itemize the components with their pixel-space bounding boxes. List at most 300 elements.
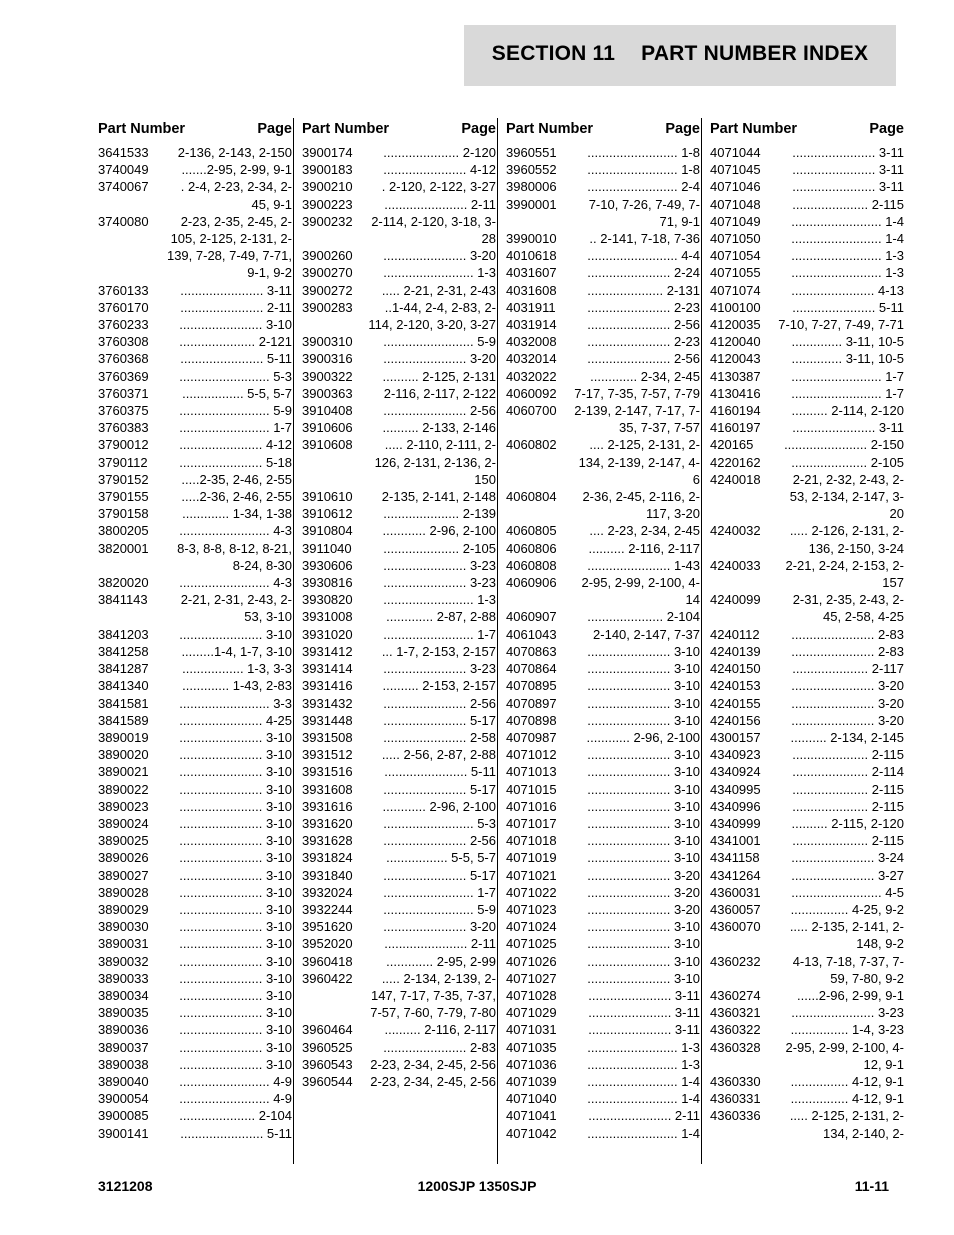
part-number: 4031914 bbox=[506, 317, 557, 333]
index-entry bbox=[506, 1107, 700, 1124]
index-entry bbox=[506, 488, 700, 522]
part-number: 4120043 bbox=[710, 351, 761, 367]
index-entry bbox=[710, 643, 904, 660]
page-reference: . 2-120, 2-122, 3-27 bbox=[381, 179, 496, 195]
index-entry bbox=[302, 608, 496, 625]
index-entry bbox=[98, 436, 292, 453]
page-reference: .......... 2-115, 2-120 bbox=[791, 815, 904, 831]
part-number: 3890035 bbox=[98, 1005, 149, 1021]
index-entry bbox=[710, 299, 904, 316]
index-entry bbox=[98, 368, 292, 385]
page-reference: ......................... 1-4 bbox=[587, 1091, 700, 1107]
index-entry bbox=[506, 316, 700, 333]
page-reference: .........1-4, 1-7, 3-10 bbox=[181, 643, 292, 659]
part-number: 3890029 bbox=[98, 901, 149, 917]
page-reference: ......................... 1-4 bbox=[587, 1125, 700, 1141]
part-number: 3890024 bbox=[98, 815, 149, 831]
page-reference: ......................... 5-9 bbox=[179, 403, 292, 419]
page-reference: ......................... 1-4 bbox=[791, 213, 904, 229]
page-reference: ..................... 2-114 bbox=[792, 764, 904, 780]
page-reference: ....................... 3-10 bbox=[179, 764, 292, 780]
page-reference: .......... 2-133, 2-146 bbox=[382, 420, 496, 436]
page-reference: ................ 4-12, 9-1 bbox=[790, 1091, 904, 1107]
index-entry bbox=[98, 1021, 292, 1038]
part-number: 3910804 bbox=[302, 523, 353, 539]
index-entry bbox=[506, 1090, 700, 1107]
part-number: 3990001 bbox=[506, 196, 557, 212]
index-entry bbox=[302, 763, 496, 780]
part-number: 4120035 bbox=[710, 317, 761, 333]
part-number: 3890038 bbox=[98, 1056, 149, 1072]
part-number: 3790112 bbox=[98, 454, 148, 470]
index-entry bbox=[302, 884, 496, 901]
index-entry bbox=[98, 161, 292, 178]
part-number-heading: Part Number bbox=[302, 121, 390, 137]
part-number-heading: Part Number bbox=[98, 121, 186, 137]
page-reference: 2-23, 2-35, 2-45, 2-105, 2-125, 2-131, 2-139, 7-28, 7-49, 7-71, 9-1, 9-2 bbox=[166, 213, 292, 281]
page-reference: ....................... 2-56 bbox=[587, 317, 700, 333]
part-number: 3931512 bbox=[302, 747, 353, 763]
footer-models: 1200SJP 1350SJP bbox=[417, 1178, 537, 1194]
part-number: 3760375 bbox=[98, 403, 149, 419]
page-reference: ....................... 2-83 bbox=[791, 626, 904, 642]
index-entry bbox=[98, 901, 292, 918]
page-reference: ..................... 2-117 bbox=[792, 661, 904, 677]
page-reference: ......................... 5-9 bbox=[383, 901, 496, 917]
index-entry bbox=[506, 350, 700, 367]
index-entry bbox=[98, 350, 292, 367]
index-entry bbox=[506, 178, 700, 195]
part-number: 3760233 bbox=[98, 317, 149, 333]
part-number: 4071024 bbox=[506, 919, 557, 935]
index-entry bbox=[98, 574, 292, 591]
index-entry bbox=[302, 488, 496, 505]
part-number: 4071036 bbox=[506, 1056, 557, 1072]
part-number: 3931616 bbox=[302, 798, 353, 814]
index-entry bbox=[710, 781, 904, 798]
page-reference: ......................... 4-9 bbox=[179, 1091, 292, 1107]
page-reference: ....................... 3-11 bbox=[792, 162, 904, 178]
index-entry bbox=[98, 591, 292, 625]
index-entry bbox=[506, 987, 700, 1004]
index-entry bbox=[302, 626, 496, 643]
page-reference: ............. 2-34, 2-45 bbox=[590, 368, 700, 384]
index-entry bbox=[98, 626, 292, 643]
index-entry bbox=[710, 333, 904, 350]
part-number: 3900085 bbox=[98, 1108, 149, 1124]
index-entry bbox=[506, 385, 700, 402]
index-entry bbox=[710, 264, 904, 281]
part-number: 4031911 bbox=[506, 299, 556, 315]
page-reference: . 2-4, 2-23, 2-34, 2-45, 9-1 bbox=[180, 179, 292, 212]
part-number: 4071028 bbox=[506, 987, 557, 1003]
part-number: 4130416 bbox=[710, 385, 761, 401]
index-entry bbox=[506, 402, 700, 436]
page-reference: ....................... 3-20 bbox=[383, 919, 496, 935]
page-reference: ..... 2-126, 2-131, 2-136, 2-150, 3-24 bbox=[789, 523, 904, 556]
part-number: 3900283 bbox=[302, 299, 353, 315]
part-number: 4360274 bbox=[710, 987, 761, 1003]
index-entry bbox=[302, 815, 496, 832]
page-reference: ..................... 2-115 bbox=[792, 781, 904, 797]
page-reference: 2-95, 2-99, 2-100, 4-12, 9-1 bbox=[785, 1039, 904, 1072]
part-number: 3910408 bbox=[302, 403, 353, 419]
index-entry bbox=[98, 316, 292, 333]
column-divider bbox=[497, 118, 498, 1164]
page-reference: ....................... 3-10 bbox=[179, 798, 292, 814]
index-entry bbox=[710, 832, 904, 849]
part-number: 3890037 bbox=[98, 1039, 149, 1055]
part-number: 4240155 bbox=[710, 695, 761, 711]
part-number: 3931516 bbox=[302, 764, 353, 780]
part-number: 3800205 bbox=[98, 523, 149, 539]
index-entry bbox=[302, 282, 496, 299]
page-reference: ....................... 3-10 bbox=[179, 850, 292, 866]
index-entry bbox=[506, 867, 700, 884]
section-title bbox=[464, 42, 896, 66]
page-reference: ............. 2-87, 2-88 bbox=[386, 609, 496, 625]
page-reference: ....................... 3-10 bbox=[179, 833, 292, 849]
part-number: 4071022 bbox=[506, 884, 557, 900]
page-reference: 2-95, 2-99, 2-100, 4-14 bbox=[581, 575, 700, 608]
part-number: 3900272 bbox=[302, 282, 353, 298]
index-entry bbox=[302, 781, 496, 798]
index-entry bbox=[98, 643, 292, 660]
page-reference: ................ 1-4, 3-23 bbox=[790, 1022, 904, 1038]
index-entry bbox=[506, 626, 700, 643]
index-entry bbox=[506, 918, 700, 935]
index-entry bbox=[98, 471, 292, 488]
part-number: 3931628 bbox=[302, 833, 353, 849]
page-reference: .......... 2-153, 2-157 bbox=[382, 678, 496, 694]
index-entry bbox=[506, 144, 700, 161]
part-number: 3841287 bbox=[98, 661, 149, 677]
index-entry bbox=[710, 161, 904, 178]
page-reference: ....................... 3-10 bbox=[179, 987, 292, 1003]
page-reference: ....................... 3-10 bbox=[587, 695, 700, 711]
part-number: 3760133 bbox=[98, 282, 149, 298]
page-reference: ....................... 5-11 bbox=[384, 764, 496, 780]
page-reference: ..... 2-125, 2-131, 2-134, 2-140, 2- bbox=[789, 1108, 904, 1141]
index-entry bbox=[302, 385, 496, 402]
page-heading: Page bbox=[257, 121, 292, 137]
part-number: 4071026 bbox=[506, 953, 557, 969]
page-reference: ......................... 4-5 bbox=[791, 884, 904, 900]
page-reference: 7-10, 7-27, 7-49, 7-71 bbox=[778, 317, 904, 333]
index-entry bbox=[302, 540, 496, 557]
part-number: 4071048 bbox=[710, 196, 761, 212]
footer-doc-number: 3121208 bbox=[98, 1178, 153, 1194]
page-reference: ............. 1-43, 2-83 bbox=[182, 678, 292, 694]
entry-list bbox=[98, 144, 292, 1142]
part-number: 4060906 bbox=[506, 575, 557, 591]
part-number: 4341158 bbox=[710, 850, 760, 866]
index-entry bbox=[710, 849, 904, 866]
index-entry bbox=[302, 918, 496, 935]
page-reference: 2-140, 2-147, 7-37 bbox=[593, 626, 700, 642]
part-number: 4240153 bbox=[710, 678, 761, 694]
part-number: 4071046 bbox=[710, 179, 761, 195]
page-reference: ....................... 3-24 bbox=[791, 850, 904, 866]
page-reference: 7-17, 7-35, 7-57, 7-79 bbox=[574, 385, 700, 401]
part-number: 4070898 bbox=[506, 712, 557, 728]
page-reference: ....................... 3-20 bbox=[383, 351, 496, 367]
index-entry bbox=[98, 419, 292, 436]
page-reference: .... 2-125, 2-131, 2-134, 2-139, 2-147, 4-6 bbox=[578, 437, 700, 487]
index-entry bbox=[98, 695, 292, 712]
index-entry bbox=[710, 436, 904, 453]
page-reference: ............. 1-34, 1-38 bbox=[182, 506, 292, 522]
part-number: 4340996 bbox=[710, 798, 761, 814]
entry-list bbox=[710, 144, 904, 1142]
index-entry bbox=[710, 385, 904, 402]
page-reference: ....................... 2-11 bbox=[588, 1108, 700, 1124]
index-entry bbox=[98, 333, 292, 350]
index-entry bbox=[302, 144, 496, 161]
page-reference: ......................... 1-3 bbox=[791, 248, 904, 264]
part-number: 3760308 bbox=[98, 334, 149, 350]
part-number: 4071074 bbox=[710, 282, 761, 298]
index-entry bbox=[506, 901, 700, 918]
part-number: 3960551 bbox=[506, 145, 557, 160]
index-entry bbox=[302, 591, 496, 608]
index-entry bbox=[98, 781, 292, 798]
page-reference: ....................... 3-10 bbox=[179, 884, 292, 900]
part-number: 4071055 bbox=[710, 265, 761, 281]
part-number: 3900183 bbox=[302, 162, 353, 178]
part-number: 4071049 bbox=[710, 213, 761, 229]
part-number: 4220162 bbox=[710, 454, 761, 470]
index-entry bbox=[506, 436, 700, 488]
part-number: 4360232 bbox=[710, 953, 761, 969]
part-number: 3960464 bbox=[302, 1022, 353, 1038]
part-number: 3931824 bbox=[302, 850, 353, 866]
index-entry bbox=[302, 350, 496, 367]
part-number-heading: Part Number bbox=[710, 121, 798, 137]
page-reference: ....................... 3-10 bbox=[587, 798, 700, 814]
part-number: 3931608 bbox=[302, 781, 353, 797]
index-entry bbox=[506, 935, 700, 952]
part-number: 4032008 bbox=[506, 334, 557, 350]
part-number: 3931008 bbox=[302, 609, 353, 625]
page-reference: ..1-44, 2-4, 2-83, 2-114, 2-120, 3-20, 3-27 bbox=[368, 299, 496, 333]
index-entry bbox=[302, 419, 496, 436]
page-reference: .....2-35, 2-46, 2-55 bbox=[181, 471, 292, 487]
part-number: 3960552 bbox=[506, 162, 557, 178]
part-number: 3931448 bbox=[302, 712, 353, 728]
page-reference: ......................... 4-9 bbox=[179, 1073, 292, 1089]
index-entry bbox=[506, 608, 700, 625]
page-reference: ..................... 2-115 bbox=[792, 196, 904, 212]
index-entry bbox=[98, 798, 292, 815]
part-number: 3960525 bbox=[302, 1039, 353, 1055]
page-reference: ....................... 5-17 bbox=[383, 867, 496, 883]
index-entry bbox=[506, 522, 700, 539]
page-reference: ......................... 1-8 bbox=[587, 162, 700, 178]
part-number: 4071039 bbox=[506, 1073, 557, 1089]
part-number: 3760371 bbox=[98, 385, 149, 401]
index-entry bbox=[710, 316, 904, 333]
page-reference: ......................... 1-3 bbox=[587, 1056, 700, 1072]
page-reference: ............. 2-95, 2-99 bbox=[386, 953, 496, 969]
index-entry bbox=[710, 626, 904, 643]
page-reference: ....................... 2-23 bbox=[587, 334, 700, 350]
part-number: 3900054 bbox=[98, 1091, 149, 1107]
part-number: 4360057 bbox=[710, 901, 761, 917]
page-reference: ..... 2-56, 2-87, 2-88 bbox=[381, 747, 496, 763]
page-reference: ....................... 1-43 bbox=[587, 557, 700, 573]
part-number: 3641533 bbox=[98, 145, 149, 160]
index-entry bbox=[98, 729, 292, 746]
page-reference: ....................... 3-11 bbox=[588, 987, 700, 1003]
index-entry bbox=[302, 1056, 496, 1073]
index-entry bbox=[98, 953, 292, 970]
part-number: 3900316 bbox=[302, 351, 353, 367]
index-entry bbox=[302, 643, 496, 660]
part-number: 4032022 bbox=[506, 368, 557, 384]
index-entry bbox=[506, 333, 700, 350]
index-entry bbox=[98, 763, 292, 780]
page-reference: ............ 2-96, 2-100 bbox=[586, 729, 700, 745]
page-reference: ..................... 2-120 bbox=[383, 145, 496, 160]
index-entry bbox=[98, 178, 292, 212]
page-reference: .......... 2-134, 2-145 bbox=[790, 729, 904, 745]
page-reference: ......................... 1-7 bbox=[383, 626, 496, 642]
index-entry bbox=[302, 264, 496, 281]
page-reference: ....................... 3-10 bbox=[587, 833, 700, 849]
page-reference: ....................... 3-23 bbox=[383, 661, 496, 677]
page-reference: ....................... 3-10 bbox=[587, 970, 700, 986]
part-number: 3931432 bbox=[302, 695, 353, 711]
page-reference: ....................... 2-56 bbox=[383, 403, 496, 419]
part-number: 3790158 bbox=[98, 506, 149, 522]
part-number: 4360322 bbox=[710, 1022, 761, 1038]
page-reference: ..... 2-134, 2-139, 2-147, 7-17, 7-35, 7-37, 7-57, 7-60, 7-79, 7-80 bbox=[370, 970, 496, 1021]
part-number: 4071019 bbox=[506, 850, 557, 866]
part-number: 4300157 bbox=[710, 729, 761, 745]
page-reference: 4-13, 7-18, 7-37, 7-59, 7-80, 9-2 bbox=[792, 953, 904, 986]
index-entry bbox=[98, 1125, 292, 1142]
part-number: 4060700 bbox=[506, 403, 557, 419]
index-entry bbox=[98, 660, 292, 677]
index-entry bbox=[302, 677, 496, 694]
page-reference: ....................... 4-13 bbox=[791, 282, 904, 298]
page-reference: ..... 2-110, 2-111, 2-126, 2-131, 2-136, 2-150 bbox=[374, 437, 496, 487]
part-number: 3931020 bbox=[302, 626, 353, 642]
page-reference: ....................... 2-58 bbox=[383, 729, 496, 745]
index-entry bbox=[710, 884, 904, 901]
page-reference: ....................... 5-17 bbox=[383, 781, 496, 797]
page-reference: 2-21, 2-24, 2-153, 2-157 bbox=[785, 557, 904, 591]
index-entry bbox=[302, 746, 496, 763]
page-reference: 8-3, 8-8, 8-12, 8-21, 8-24, 8-30 bbox=[177, 540, 292, 573]
part-number: 4060808 bbox=[506, 557, 557, 573]
page-reference: ..................... 2-104 bbox=[179, 1108, 292, 1124]
page-reference: ....................... 3-10 bbox=[179, 901, 292, 917]
index-entry bbox=[98, 299, 292, 316]
part-number: 4071050 bbox=[710, 231, 761, 247]
part-number: 4071017 bbox=[506, 815, 557, 831]
page-reference: 7-10, 7-26, 7-49, 7-71, 9-1 bbox=[588, 196, 700, 229]
index-entry bbox=[302, 901, 496, 918]
page-reference: ......2-96, 2-99, 9-1 bbox=[797, 987, 904, 1003]
part-number: 3820001 bbox=[98, 540, 149, 556]
part-number: 3960418 bbox=[302, 953, 353, 969]
part-number: 4070863 bbox=[506, 643, 557, 659]
part-number: 3900363 bbox=[302, 385, 353, 401]
part-number: 3841581 bbox=[98, 695, 149, 711]
index-column bbox=[710, 118, 904, 1142]
index-entry bbox=[506, 746, 700, 763]
page-reference: ....................... 3-10 bbox=[587, 661, 700, 677]
page-reference: ....................... 3-10 bbox=[587, 919, 700, 935]
index-entry bbox=[302, 505, 496, 522]
page-reference: 2-23, 2-34, 2-45, 2-56 bbox=[370, 1056, 496, 1072]
part-number: 4360031 bbox=[710, 884, 761, 900]
part-number: 3740080 bbox=[98, 213, 149, 229]
index-entry bbox=[302, 849, 496, 866]
part-number: 4120040 bbox=[710, 334, 761, 350]
index-entry bbox=[98, 1056, 292, 1073]
index-entry bbox=[506, 884, 700, 901]
page-reference: ....................... 3-20 bbox=[587, 901, 700, 917]
index-entry bbox=[710, 144, 904, 161]
index-entry bbox=[506, 798, 700, 815]
index-entry bbox=[302, 299, 496, 333]
index-entry bbox=[710, 522, 904, 556]
index-entry bbox=[710, 695, 904, 712]
part-number: 4341001 bbox=[710, 833, 761, 849]
part-number: 4071045 bbox=[710, 162, 761, 178]
page-reference: ................. 5-5, 5-7 bbox=[182, 385, 292, 401]
page-reference: ....................... 3-10 bbox=[179, 953, 292, 969]
page-reference: .......... 2-116, 2-117 bbox=[384, 1022, 496, 1038]
index-entry bbox=[98, 712, 292, 729]
part-number: 4070987 bbox=[506, 729, 557, 745]
index-entry bbox=[302, 798, 496, 815]
page-reference: ....................... 3-10 bbox=[179, 317, 292, 333]
page-reference: ....................... 3-11 bbox=[180, 282, 292, 298]
index-entry bbox=[98, 213, 292, 282]
index-entry bbox=[710, 987, 904, 1004]
part-number: 4071015 bbox=[506, 781, 557, 797]
page-reference: ......................... 1-8 bbox=[587, 145, 700, 160]
page-reference: ....................... 2-11 bbox=[384, 936, 496, 952]
page-reference: ....................... 3-11 bbox=[588, 1022, 700, 1038]
page-reference: ......................... 4-3 bbox=[179, 523, 292, 539]
index-entry bbox=[710, 282, 904, 299]
index-entry bbox=[710, 677, 904, 694]
page-reference: ....................... 3-20 bbox=[383, 248, 496, 264]
page-reference: ....................... 3-11 bbox=[792, 145, 904, 160]
index-entry bbox=[710, 591, 904, 625]
part-number: 4060806 bbox=[506, 540, 557, 556]
part-number: 3910608 bbox=[302, 437, 353, 453]
part-number: 4071042 bbox=[506, 1125, 557, 1141]
index-entry bbox=[506, 1073, 700, 1090]
page-reference: ............ 2-96, 2-100 bbox=[382, 523, 496, 539]
part-number: 3960544 bbox=[302, 1073, 353, 1089]
footer-page-number: 11-11 bbox=[854, 1178, 889, 1194]
index-entry bbox=[302, 660, 496, 677]
part-number: 3890025 bbox=[98, 833, 149, 849]
section-name: PART NUMBER INDEX bbox=[641, 42, 869, 65]
page-reference: ......................... 5-3 bbox=[179, 368, 292, 384]
part-number: 3900310 bbox=[302, 334, 353, 350]
page-reference: ....................... 3-10 bbox=[179, 919, 292, 935]
part-number-heading: Part Number bbox=[506, 121, 594, 137]
part-number: 4071016 bbox=[506, 798, 557, 814]
